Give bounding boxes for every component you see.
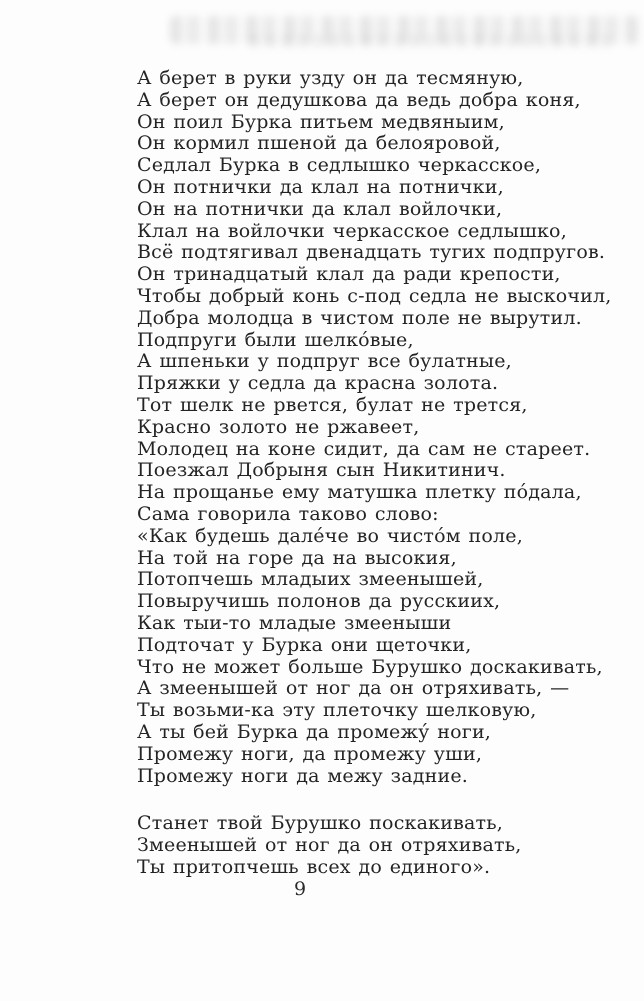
poem-line: Змеенышей от ног да он отряхивать, xyxy=(137,834,522,857)
poem-line: Потопчешь младыих змеенышей, xyxy=(137,568,484,591)
poem-line: Он на потнички да клал войлочки, xyxy=(137,197,503,220)
poem-line: А ты бей Бурка да промежу́ ноги, xyxy=(137,720,492,743)
poem xyxy=(137,68,612,879)
poem-line: На той на горе да на высокия, xyxy=(137,546,457,569)
poem-line: Молодец на коне сидит, да сам не стареет. xyxy=(137,437,591,460)
poem-line: А берет он дедушкова да ведь добра коня, xyxy=(137,88,581,111)
poem-line: А змеенышей от ног да он отряхивать, — xyxy=(137,677,570,700)
poem-line: Тот шелк не рвется, булат не трется, xyxy=(137,393,528,416)
poem-line: Промежу ноги, да промежу уши, xyxy=(137,742,483,765)
poem-line: Он кормил пшеной да белояровой, xyxy=(137,132,501,155)
poem-line: Сама говорила таково слово: xyxy=(137,502,439,525)
poem-line: Добра молодца в чистом поле не вырутил. xyxy=(137,306,582,329)
stanza xyxy=(137,68,612,787)
poem-line: А шпеньки у подпруг все булатные, xyxy=(137,350,512,373)
poem-line: Пряжки у седла да красна золота. xyxy=(137,372,499,395)
poem-line: Как тыи-то младые змееныши xyxy=(137,611,452,634)
page-number: 9 xyxy=(293,878,307,900)
poem-line: Станет твой Бурушко поскакивать, xyxy=(137,812,503,835)
poem-line: Ты возьми-ка эту плеточку шелковую, xyxy=(137,699,537,722)
poem-line: Седлал Бурка в седлышко черкасское, xyxy=(137,154,542,177)
poem-line: Он поил Бурка питьем медвяныим, xyxy=(137,110,505,133)
poem-line: Промежу ноги да межу задние. xyxy=(137,764,469,787)
poem-line: Ты притопчешь всех до единого». xyxy=(137,855,491,878)
poem-line: Подпруги были шелко́вые, xyxy=(137,328,414,351)
poem-line: Он тринадцатый клал да ради крепости, xyxy=(137,263,561,286)
poem-line: А берет в руки узду он да тесмяную, xyxy=(137,67,524,89)
ink-bleedthrough-smudge xyxy=(250,34,610,48)
poem-line: Что не может больше Бурушко доскакивать, xyxy=(137,655,603,678)
stanza xyxy=(137,813,612,878)
poem-line: Всё подтягивал двенадцать тугих подпругов. xyxy=(137,241,606,264)
poem-line: Повыручишь полонов да русскиих, xyxy=(137,590,501,613)
poem-line: Подточат у Бурка они щеточки, xyxy=(137,633,472,656)
poem-line: На прощанье ему матушка плетку по́дала, xyxy=(137,481,582,504)
poem-line: Поезжал Добрыня сын Никитинич. xyxy=(137,459,506,482)
poem-line: Чтобы добрый конь с-под седла не выскочил, xyxy=(137,284,612,307)
poem-line: Красно золото не ржавеет, xyxy=(137,415,420,438)
poem-line: «Как будешь дале́че во чисто́м поле, xyxy=(137,524,523,547)
poem-line: Он потнички да клал на потнички, xyxy=(137,175,504,198)
poem-line: Клал на войлочки черкасское седлышко, xyxy=(137,219,567,242)
